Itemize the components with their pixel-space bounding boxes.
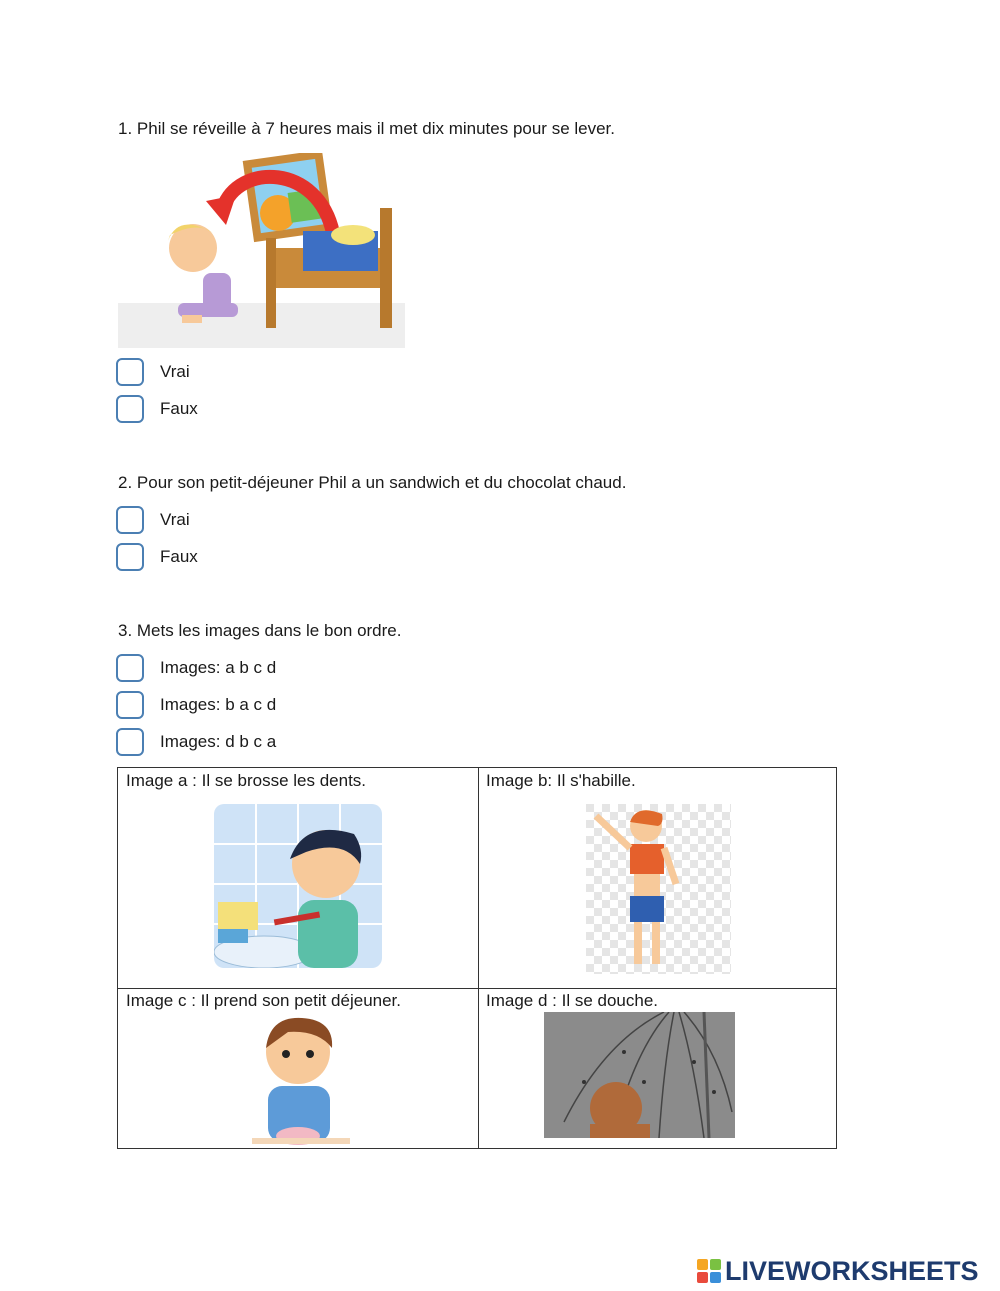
q1-option-faux[interactable]: [116, 394, 198, 424]
q1-option-vrai[interactable]: [116, 357, 190, 387]
q3-option-bacd[interactable]: [116, 690, 276, 720]
option-label: Images: d b c a: [160, 732, 277, 751]
q3-option-dbca[interactable]: [116, 727, 276, 757]
checkbox[interactable]: [116, 691, 144, 719]
image-grid-table: [117, 767, 837, 1149]
grid-cell-c: [118, 988, 478, 1150]
cell-label: Image d : Il se douche.: [486, 991, 658, 1010]
checkbox[interactable]: [116, 543, 144, 571]
option-label: Vrai: [160, 510, 190, 529]
option-label: Faux: [160, 547, 198, 566]
grid-cell-d: [478, 988, 838, 1150]
grid-cell-a: [118, 768, 478, 988]
shower-illustration: [544, 1012, 735, 1138]
checkbox[interactable]: [116, 728, 144, 756]
question-1-text: 1. Phil se réveille à 7 heures mais il met dix minutes pour se lever.: [118, 119, 616, 138]
wake-up-illustration: [118, 153, 405, 348]
breakfast-illustration: [248, 1014, 354, 1146]
option-label: Images: a b c d: [160, 658, 277, 677]
checkbox[interactable]: [116, 506, 144, 534]
question-2-text: 2. Pour son petit-déjeuner Phil a un sandwich et du chocolat chaud.: [118, 473, 627, 492]
brushing-teeth-illustration: [214, 804, 382, 968]
logo-text: LIVEWORKSHEETS: [725, 1255, 979, 1286]
liveworksheets-logo: [697, 1256, 979, 1286]
q3-option-abcd[interactable]: [116, 653, 276, 683]
q2-option-faux[interactable]: [116, 542, 198, 572]
checkbox[interactable]: [116, 358, 144, 386]
option-label: Faux: [160, 399, 198, 418]
cell-label: Image c : Il prend son petit déjeuner.: [126, 991, 402, 1010]
option-label: Vrai: [160, 362, 190, 381]
checkbox[interactable]: [116, 395, 144, 423]
checkbox[interactable]: [116, 654, 144, 682]
logo-mark-icon: [697, 1259, 721, 1283]
cell-label: Image b: Il s'habille.: [486, 771, 636, 790]
option-label: Images: b a c d: [160, 695, 277, 714]
getting-dressed-illustration: [586, 804, 731, 974]
grid-cell-b: [478, 768, 838, 988]
cell-label: Image a : Il se brosse les dents.: [126, 771, 367, 790]
q2-option-vrai[interactable]: [116, 505, 190, 535]
question-3-text: 3. Mets les images dans le bon ordre.: [118, 621, 402, 640]
